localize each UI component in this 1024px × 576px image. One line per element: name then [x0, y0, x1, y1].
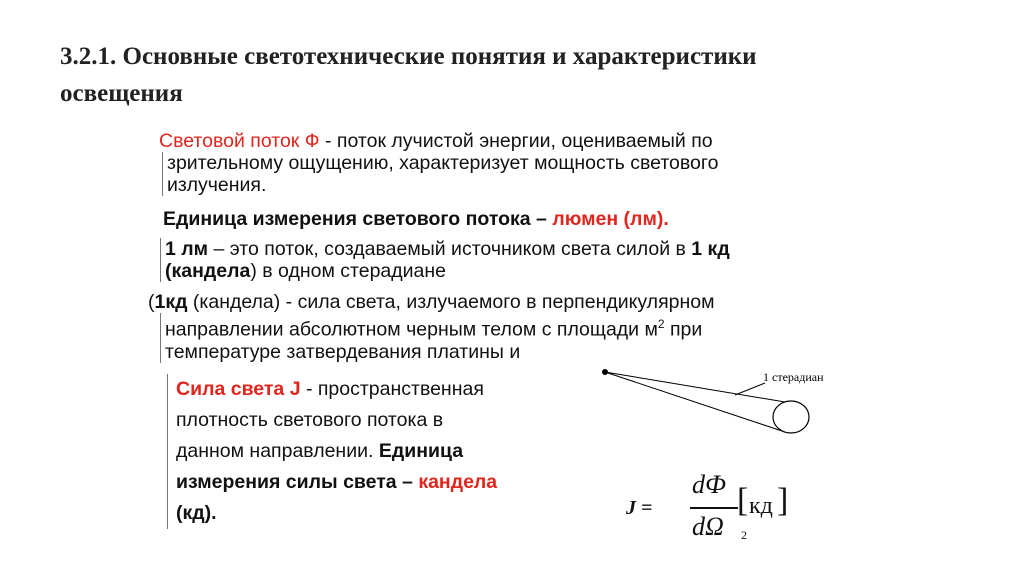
formula-sub: 2: [741, 528, 747, 542]
formula-unit: кд: [749, 493, 773, 519]
steradian-diagram: [595, 355, 855, 445]
lumen-bold-3: (кандела: [165, 260, 251, 282]
title-line-2: освещения: [60, 80, 183, 107]
flux-term: Световой поток Ф: [159, 130, 320, 152]
candela-bold: 1кд: [154, 291, 188, 313]
candela-text-2b: м: [639, 318, 658, 341]
formula-denominator: dΩ: [692, 512, 724, 541]
formula-numerator: dФ: [692, 470, 726, 499]
flux-def-line-1: - поток лучистой энергии, оцениваемый по: [319, 130, 713, 152]
intensity-definition: [167, 374, 566, 529]
intensity-dash: - пространственная: [300, 378, 484, 400]
candela-definition: [148, 291, 888, 313]
fraction-line: [690, 507, 738, 509]
intensity-term: Сила света J: [176, 378, 301, 400]
cone-upper-edge: [605, 372, 785, 402]
unit-bracket-right: ]: [777, 482, 789, 519]
lumen-text-1: – это поток, создаваемый источником света силой в: [208, 238, 692, 260]
lumen-bold-2: 1 кд: [691, 238, 730, 260]
candela-text-2c: при: [664, 318, 703, 341]
candela-text-2a: направлении абсолютном черным телом с площади: [165, 318, 640, 341]
lumen-bold-1: 1 лм: [165, 238, 209, 260]
lumen-definition: [160, 238, 885, 282]
intensity-line-4a: измерения силы света –: [176, 471, 419, 493]
candela-text-1: (кандела) - сила света, излучаемого в перпендикулярном: [187, 291, 715, 313]
intensity-line-5: (кд).: [176, 502, 217, 524]
title-line-1: 3.2.1. Основные светотехнические понятия и характеристики: [60, 43, 757, 70]
steradian-label: 1 стерадиан: [763, 370, 824, 384]
cone-lower-edge: [605, 372, 785, 432]
formula-lhs: J =: [626, 497, 653, 519]
candela-text-3: температуре затвердевания платины и: [165, 340, 521, 363]
flux-definition-cont: [162, 152, 887, 196]
intensity-line-2: плотность светового потока в: [176, 409, 444, 431]
intensity-line-4b: кандела: [418, 471, 498, 493]
label-leader: [735, 383, 765, 395]
candela-open: (: [148, 291, 155, 313]
unit-bracket-left: [: [737, 482, 749, 519]
cone-base-ellipse: [773, 401, 809, 433]
flux-unit-label: Единица измерения светового потока –: [163, 208, 553, 230]
flux-definition: [155, 130, 879, 152]
flux-unit-value: люмен (лм).: [552, 208, 669, 230]
intensity-line-3b: Единица: [378, 440, 464, 462]
candela-sup: 2: [657, 317, 665, 331]
lumen-text-2: ) в одном стерадиане: [250, 260, 446, 282]
slide-title: [60, 38, 960, 112]
flux-def-line-2: зрительному ощущению, характеризует мощность светового: [167, 152, 719, 174]
flux-def-line-3: излучения.: [167, 174, 267, 196]
flux-unit: [163, 208, 669, 230]
intensity-line-3a: данном направлении.: [176, 440, 379, 462]
